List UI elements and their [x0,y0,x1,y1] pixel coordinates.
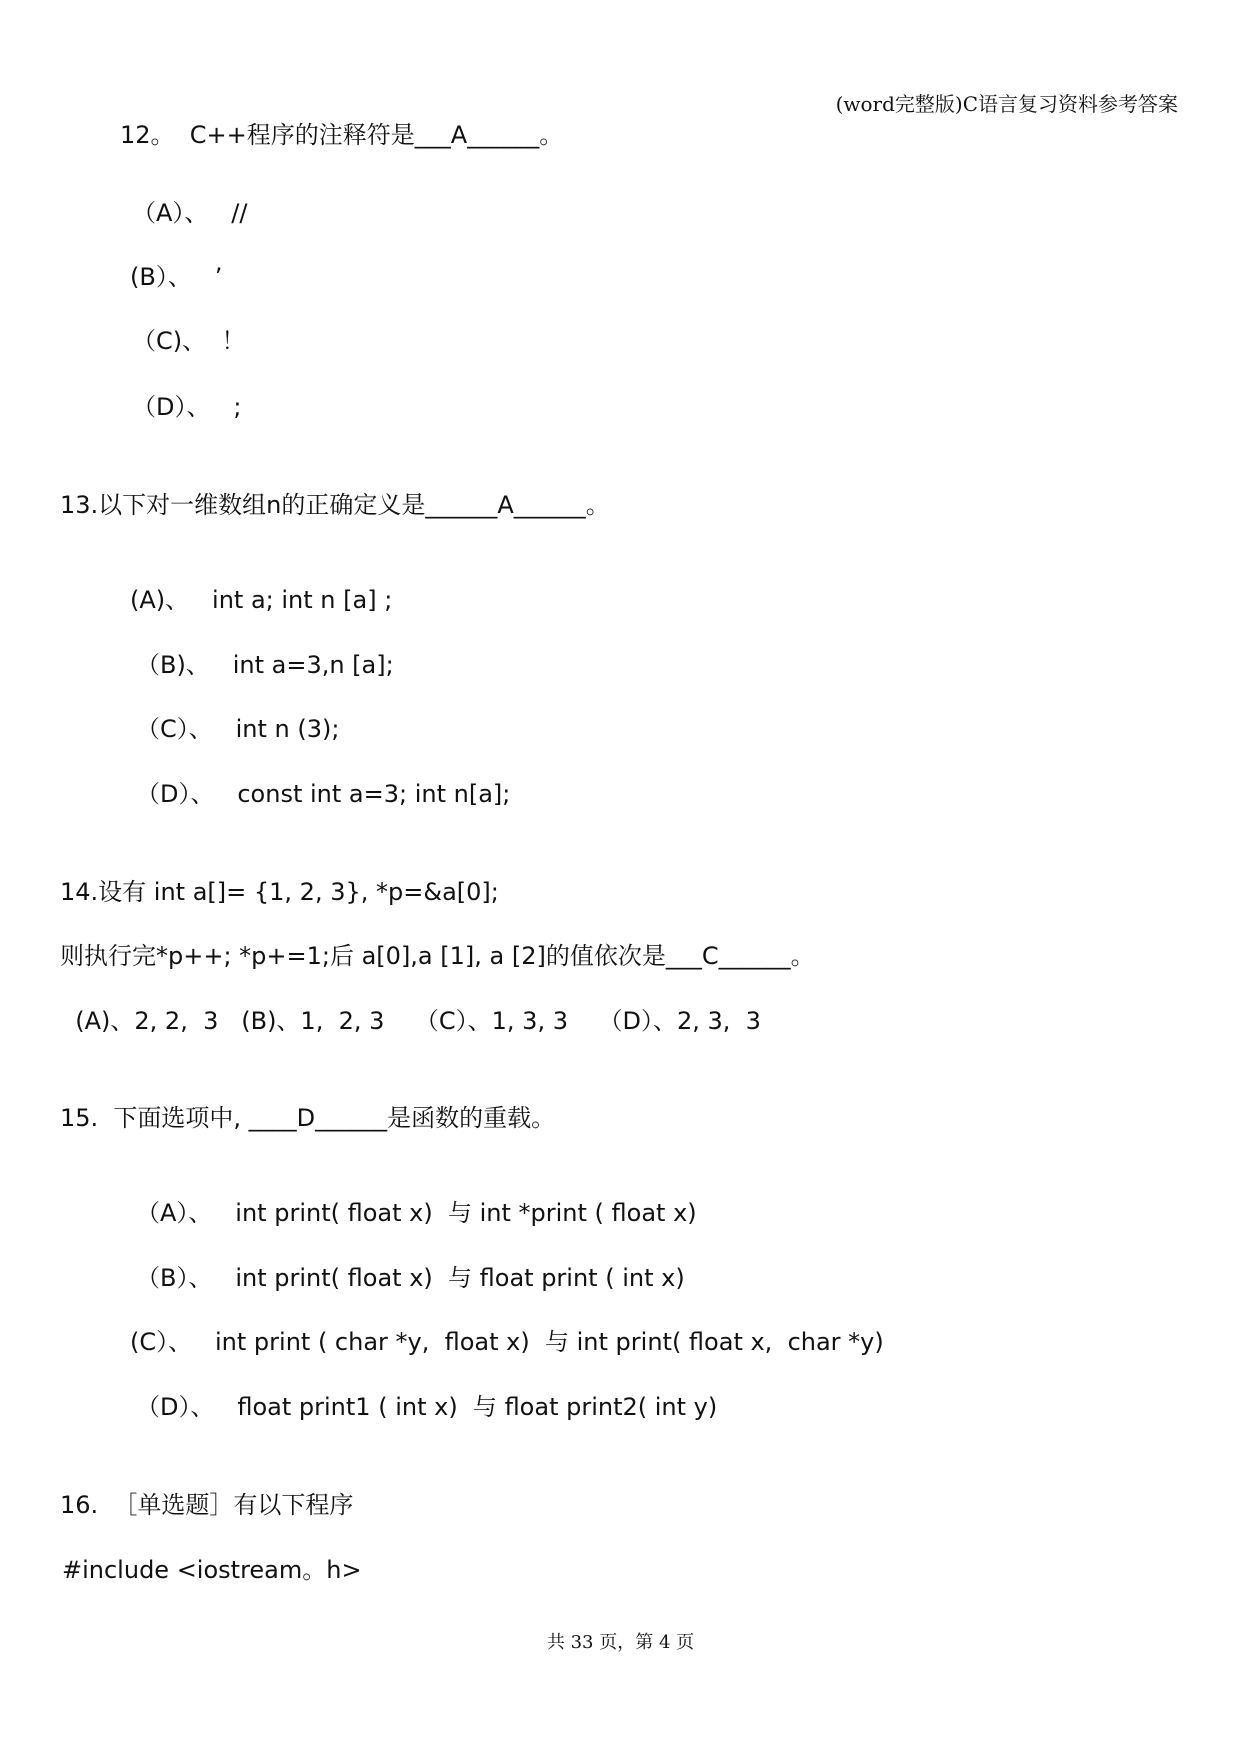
question-14-options: (A)、2, 2, 3 (B)、1, 2, 3 （C）、1, 3, 3 （D）、2, 3, 3 [60,1007,761,1035]
question-13-stem: 13.以下对一维数组n的正确定义是______A______。 [60,491,610,519]
question-14-stem: 14.设有 int a[]= {1, 2, 3}, *p=&a[0]; [60,878,499,906]
question-15-option-a: （A）、 int print( float x) 与 int *print ( float x) [136,1199,697,1227]
question-12-option-c: （C)、 ！ [132,327,246,355]
page-footer: 共 33 页，第 4 页 [546,1632,695,1653]
question-13-option-b: （B)、 int a=3,n [a]; [136,651,394,679]
question-16-code: #include <iostream。h> [62,1556,362,1584]
question-13-option-a: (A)、 int a; int n [a] ; [130,586,393,614]
question-15-option-b: （B）、 int print( float x) 与 float print ( int x) [136,1264,685,1292]
question-12-stem: 12。 C++程序的注释符是___A______。 [120,121,564,149]
question-12-option-b: (B）、 ’ [130,263,223,291]
question-15-stem: 15. 下面选项中, ____D______是函数的重载。 [60,1104,556,1132]
question-16-stem: 16. ［单选题］有以下程序 [60,1491,354,1519]
question-12-option-d: （D）、 ; [132,393,242,421]
question-15-option-c: (C）、 int print ( char *y, float x) 与 int print( float x, char *y) [130,1328,884,1356]
question-12-option-a: （A）、 // [132,199,248,227]
question-14-line2: 则执行完*p++; *p+=1;后 a[0],a [1], a [2]的值依次是___C______。 [60,942,815,970]
question-15-option-d: （D）、 float print1 ( int x) 与 float print2( int y) [136,1393,718,1421]
question-13-option-d: （D）、 const int a=3; int n[a]; [136,780,511,808]
page-header: (word完整版)C语言复习资料参考答案 [835,92,1178,116]
question-13-option-c: （C）、 int n (3); [136,715,340,743]
